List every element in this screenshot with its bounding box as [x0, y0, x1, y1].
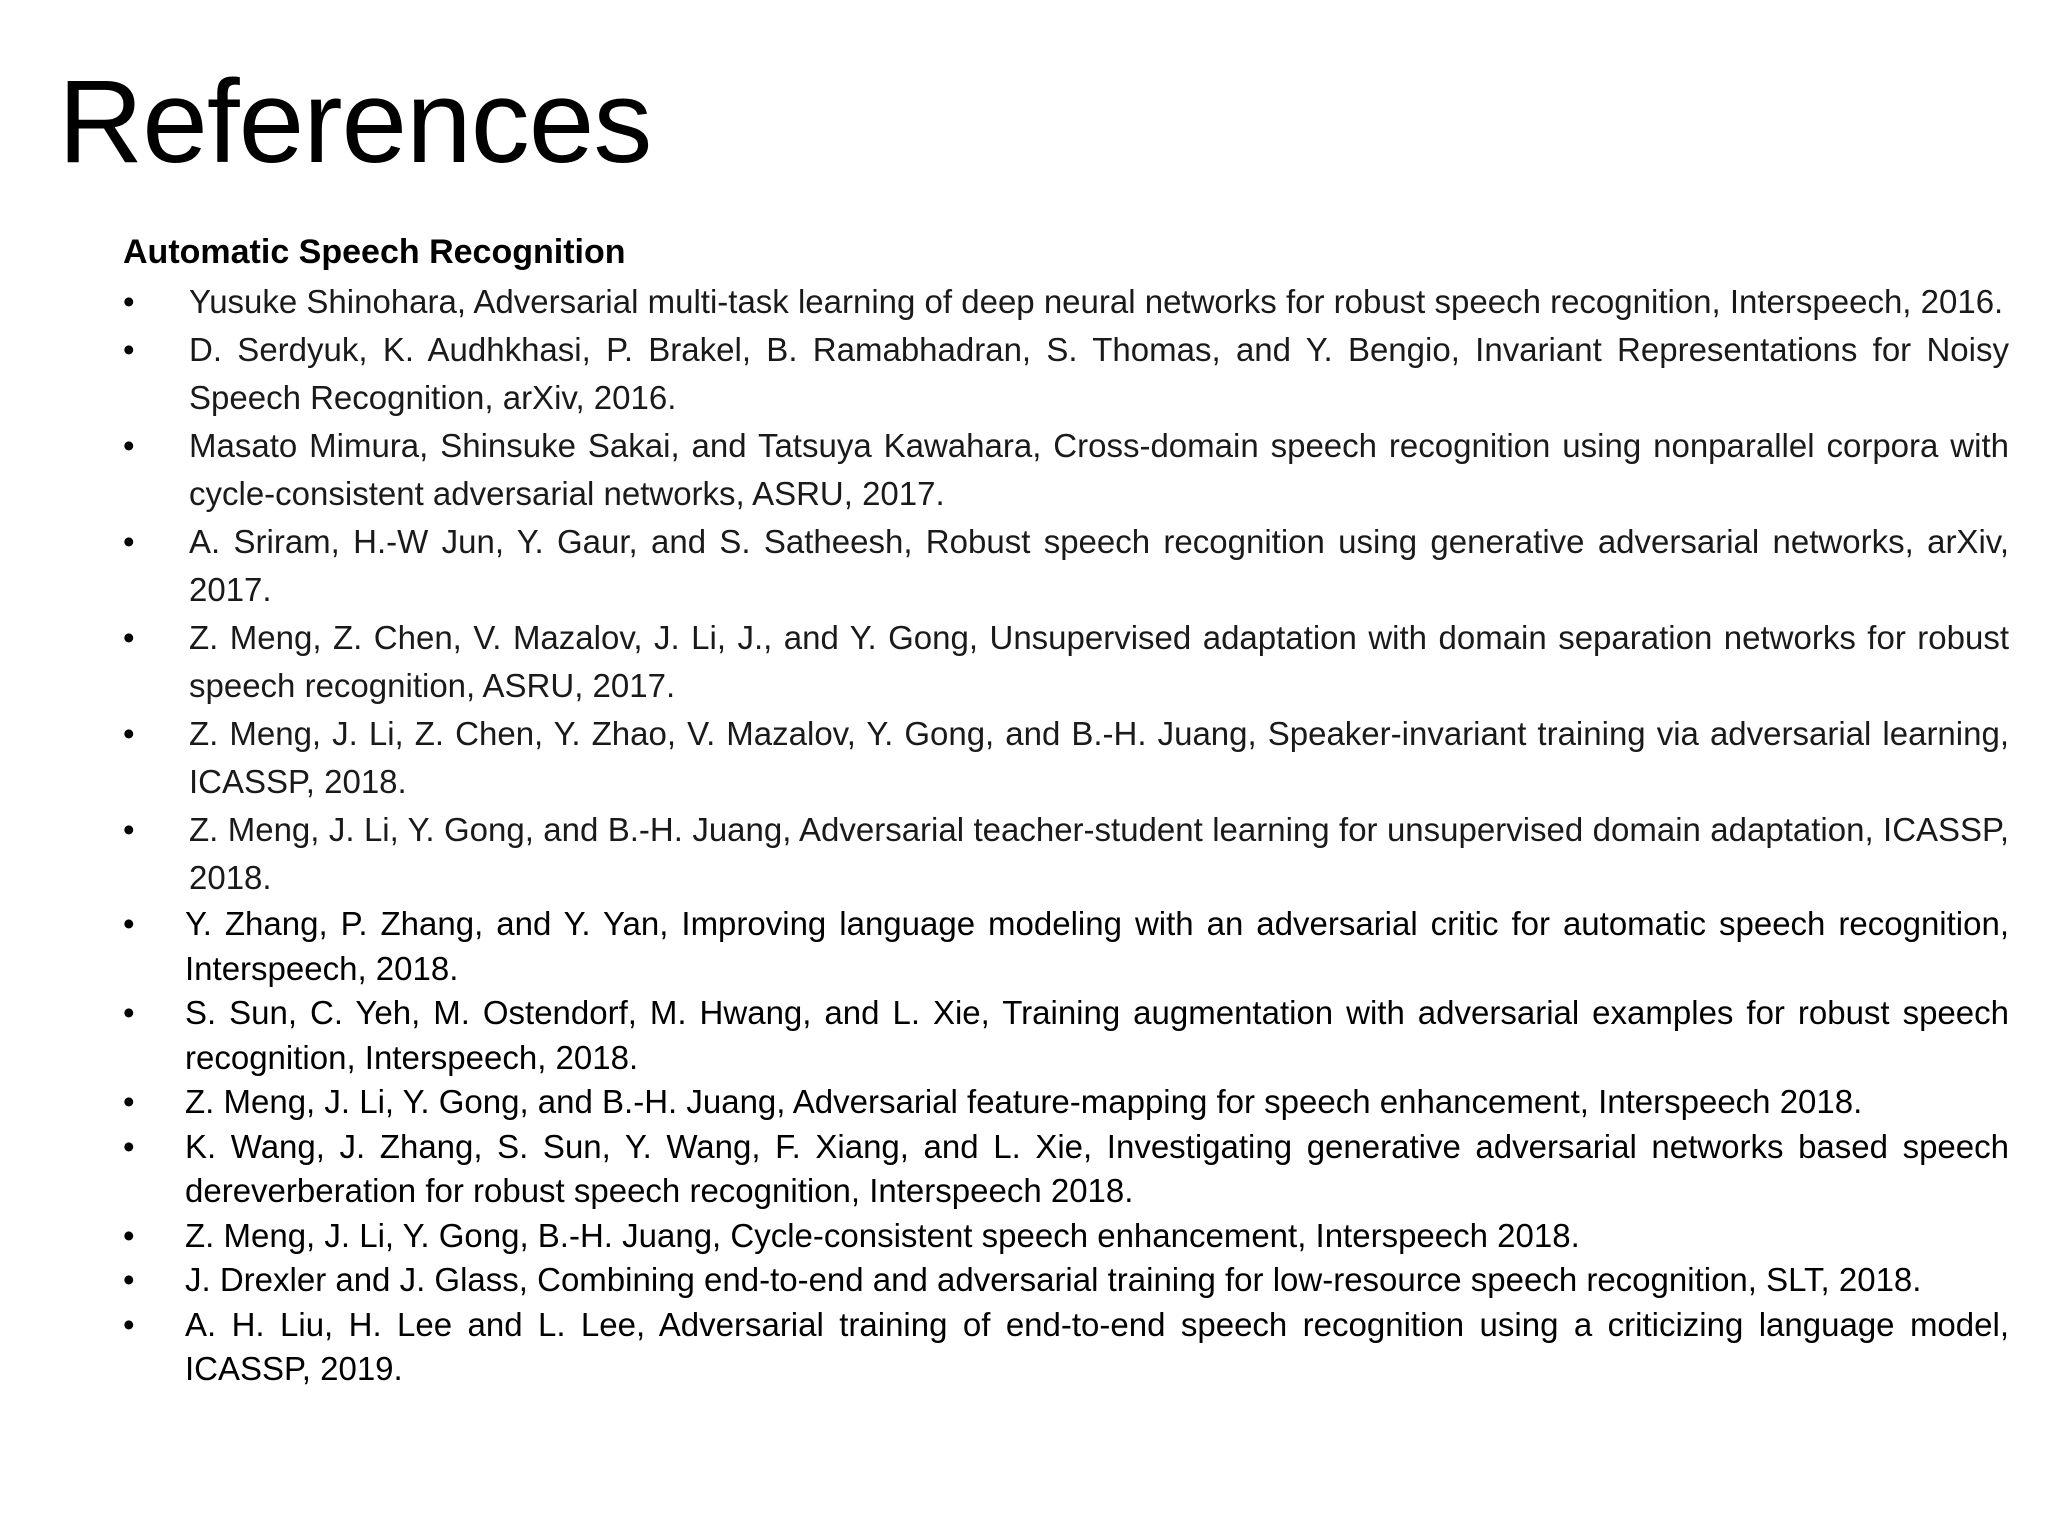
reference-text: D. Serdyuk, K. Audhkhasi, P. Brakel, B. Ramabhadran, S. Thomas, and Y. Bengio, Invariant Representations for Noisy Speech Recognition, arXiv, 2016. — [189, 331, 2009, 416]
bullet-icon: • — [123, 619, 135, 656]
reference-list — [123, 278, 2009, 1392]
reference-item — [123, 710, 2009, 806]
reference-text: Z. Meng, J. Li, Y. Gong, B.-H. Juang, Cycle-consistent speech enhancement, Interspeech 2018. — [185, 1216, 1580, 1254]
bullet-icon: • — [123, 1083, 135, 1120]
reference-text: J. Drexler and J. Glass, Combining end-to-end and adversarial training for low-resource speech recognition, SLT, 2018. — [185, 1261, 1922, 1298]
bullet-icon: • — [123, 283, 135, 320]
reference-item — [123, 278, 2009, 326]
bullet-icon: • — [123, 1305, 135, 1343]
reference-item — [123, 422, 2009, 518]
reference-item — [123, 326, 2009, 422]
reference-text: A. Sriram, H.-W Jun, Y. Gaur, and S. Satheesh, Robust speech recognition using generative adversarial networks, arXiv, 2017. — [189, 523, 2009, 608]
reference-item — [123, 1125, 2009, 1214]
bullet-icon: • — [123, 523, 135, 560]
reference-item — [123, 1080, 2009, 1125]
bullet-icon: • — [123, 715, 135, 752]
reference-text: Z. Meng, J. Li, Z. Chen, Y. Zhao, V. Mazalov, Y. Gong, and B.-H. Juang, Speaker-invariant training via adversarial learning, ICASSP, 2018. — [189, 715, 2009, 800]
reference-text: Masato Mimura, Shinsuke Sakai, and Tatsuya Kawahara, Cross-domain speech recognition using nonparallel corpora with cycle-consistent adversarial networks, ASRU, 2017. — [189, 427, 2009, 512]
reference-item — [123, 614, 2009, 710]
reference-text: S. Sun, C. Yeh, M. Ostendorf, M. Hwang, and L. Xie, Training augmentation with adversarial examples for robust speech recognition, Interspeech, 2018. — [185, 994, 2009, 1076]
reference-text: Yusuke Shinohara, Adversarial multi-task learning of deep neural networks for robust speech recognition, Interspeech, 2016. — [189, 283, 2004, 320]
bullet-icon: • — [123, 994, 135, 1031]
reference-text: Z. Meng, Z. Chen, V. Mazalov, J. Li, J., and Y. Gong, Unsupervised adaptation with domain separation networks for robust speech recognition, ASRU, 2017. — [189, 619, 2009, 704]
bullet-icon: • — [123, 811, 135, 848]
bullet-icon: • — [123, 427, 135, 464]
reference-text: Z. Meng, J. Li, Y. Gong, and B.-H. Juang, Adversarial teacher-student learning for unsupervised domain adaptation, ICASSP, 2018. — [189, 811, 2009, 896]
reference-text: A. H. Liu, H. Lee and L. Lee, Adversarial training of end-to-end speech recognition using a criticizing language model, ICASSP, 2019. — [185, 1305, 2009, 1387]
reference-item — [123, 1303, 2009, 1392]
bullet-icon: • — [123, 1261, 135, 1298]
reference-item — [123, 902, 2009, 991]
reference-item — [123, 1214, 2009, 1259]
bullet-icon: • — [123, 1216, 135, 1254]
section-heading: Automatic Speech Recognition — [123, 233, 626, 271]
reference-item — [123, 1258, 2009, 1303]
bullet-icon: • — [123, 905, 135, 942]
reference-item — [123, 806, 2009, 902]
reference-text: Z. Meng, J. Li, Y. Gong, and B.-H. Juang, Adversarial feature-mapping for speech enhancement, Interspeech 2018. — [185, 1083, 1863, 1120]
reference-text: Y. Zhang, P. Zhang, and Y. Yan, Improving language modeling with an adversarial critic for automatic speech recognition, Interspeech, 2018. — [185, 905, 2009, 987]
page-title: References — [58, 56, 652, 188]
reference-item — [123, 518, 2009, 614]
reference-text: K. Wang, J. Zhang, S. Sun, Y. Wang, F. Xiang, and L. Xie, Investigating generative adversarial networks based speech dereverberation for robust speech recognition, Interspeech 2018. — [185, 1127, 2009, 1209]
bullet-icon: • — [123, 331, 135, 368]
bullet-icon: • — [123, 1127, 135, 1165]
reference-item — [123, 991, 2009, 1080]
